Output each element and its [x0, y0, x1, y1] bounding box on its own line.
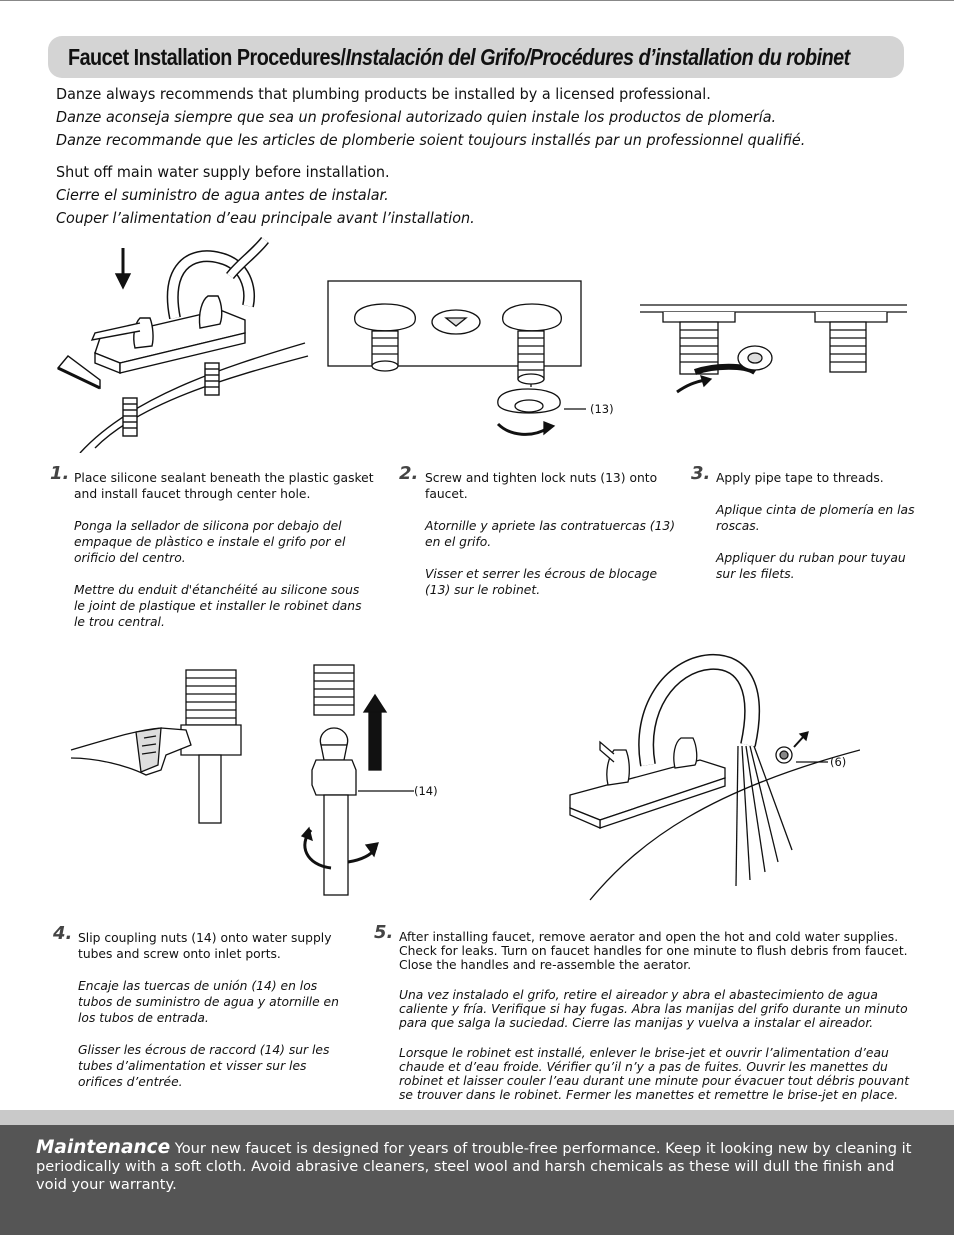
step-text-fr: Appliquer du ruban pour tuyau sur les filets. [716, 551, 906, 581]
maintenance-text: Your new faucet is designed for years of trouble-free performance. Keep it looking new by cleaning it periodically with a soft cloth. Avoid abrasive cleaners, steel wool and harsh chemicals as these will dull the finish and void your warranty. [36, 1140, 912, 1193]
step-number: 2. [399, 463, 419, 484]
title-english: Faucet Installation Procedures/ [68, 44, 346, 70]
step-text-es: Aplique cinta de plomería en las roscas. [716, 503, 915, 533]
title-spanish-french: Instalación del Grifo/Procédures d’installation du robinet [345, 44, 850, 70]
step-text-en: Slip coupling nuts (14) onto water supply tubes and screw onto inlet ports. [78, 931, 332, 961]
step-text-fr: Glisser les écrous de raccord (14) sur les tubes d’alimentation et visser sur les orifices d’entrée. [78, 1043, 330, 1089]
page-title [68, 44, 850, 71]
step-4 [53, 923, 353, 1106]
figure-lock-nuts [320, 276, 630, 446]
step-text-es: Encaje las tuercas de unión (14) en los tubos de suministro de agua y atornille en los tubos de entrada. [78, 979, 339, 1025]
figure-aerator-flush [560, 650, 860, 910]
section-header [48, 36, 904, 78]
step-text-fr: Lorsque le robinet est installé, enlever le brise-jet et ouvrir l’alimentation d’eau chaude et d’eau froide. Vérifier qu’il n’y a pas de fuites. Ouvrir les manettes du robinet et laisser couler l’eau durant une minute pour évacuer tout débris pouvant se trouver dans le robinet. Fermer les manettes et remettre le brise-jet en place. [399, 1046, 910, 1102]
step-text-es: Una vez instalado el grifo, retire el aireador y abra el abastecimiento de agua caliente y fría. Verifique si hay fugas. Abra las manijas del grifo durante un minuto para que salga la suciedad. Cierre las manijas y vuelva a instalar el aireador. [399, 988, 908, 1030]
step-text-en: Place silicone sealant beneath the plastic gasket and install faucet through center hole. [74, 471, 374, 501]
step-text-en: Apply pipe tape to threads. [716, 471, 884, 485]
step-text-en: Screw and tighten lock nuts (13) onto faucet. [425, 471, 658, 501]
aerator-callout: (6) [830, 755, 847, 769]
step-3 [691, 463, 921, 598]
step-5 [374, 922, 919, 1118]
step-text-fr: Mettre du enduit d'étanchéité au silicone sous le joint de plastique et installer le robinet dans le trou central. [74, 583, 362, 629]
shutoff-line-es: Cierre el suministro de agua antes de instalar. [56, 186, 389, 204]
coupling-nut-callout: (14) [414, 784, 438, 798]
intro-line-fr: Danze recommande que les articles de plomberie soient toujours installés par un professionnel qualifié. [56, 131, 806, 149]
maintenance-footer [0, 1125, 954, 1235]
shutoff-line-en: Shut off main water supply before installation. [56, 163, 390, 181]
figure-faucet-insertion [40, 228, 320, 453]
intro-shutoff [56, 161, 475, 230]
lock-nut-callout: (13) [590, 402, 614, 416]
top-rule [0, 0, 954, 1]
step-2 [399, 463, 685, 614]
maintenance-title: Maintenance [36, 1137, 171, 1158]
intro-line-es: Danze aconseja siempre que sea un profesional autorizado quien instale los productos de plomería. [56, 108, 777, 126]
shutoff-line-fr: Couper l’alimentation d’eau principale avant l’installation. [56, 209, 475, 227]
intro-professional [56, 83, 805, 152]
maintenance-text-block [36, 1139, 926, 1194]
figure-coupling-nuts [66, 660, 466, 900]
step-text-fr: Visser et serrer les écrous de blocage (13) sur le robinet. [425, 567, 658, 597]
step-number: 5. [374, 922, 394, 943]
figure-pipe-tape [635, 300, 915, 400]
step-1 [50, 463, 374, 646]
step-number: 4. [53, 923, 73, 944]
intro-line-en: Danze always recommends that plumbing products be installed by a licensed professional. [56, 85, 711, 103]
step-number: 1. [50, 463, 70, 484]
step-text-es: Atornille y apriete las contratuercas (13) en el grifo. [425, 519, 676, 549]
step-text-es: Ponga la sellador de silicona por debajo del empaque de plàstico e instale el grifo por el orificio del centro. [74, 519, 346, 565]
step-text-en: After installing faucet, remove aerator and open the hot and cold water supplies. Check for leaks. Turn on faucet handles for one minute to flush debris from faucet. Close the handles and re-assemble the aerator. [399, 930, 908, 972]
step-number: 3. [691, 463, 711, 484]
footer-divider-band [0, 1110, 954, 1125]
